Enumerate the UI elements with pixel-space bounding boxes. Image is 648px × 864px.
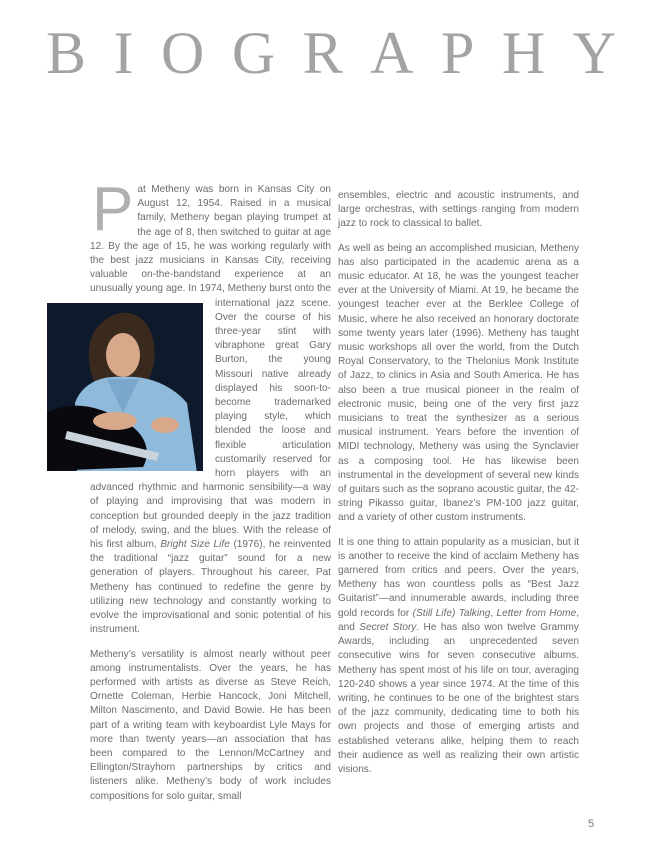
paragraph-text: . He has also won twelve Grammy Awards, including an unprecedented seven consecutive wins for seven consecutive albums. Metheny has spent most of his life on tour, averaging 120-240 shows a year since 1974. At the time of this writing, he continues to be one of the brightest stars of the jazz community, dedicating time to both his own projects and those of emerging artists and established veterans alike, helping them to reach their audience as well as realizing their own artistic visions. xyxy=(338,621,579,775)
page-title: BIOGRAPHY xyxy=(46,20,644,86)
separator: , xyxy=(490,607,497,619)
paragraph: ensembles, electric and acoustic instruments, and large orchestras, with settings ranging from modern jazz to rock to classical to ballet. xyxy=(338,190,579,230)
paragraph xyxy=(90,175,332,638)
paragraph: Metheny’s versatility is almost nearly without peer among instrumentalists. Over the years, he has performed with artists as diverse as Steve Reich, Ornette Coleman, Herbie Hancock, Joni Mitchell, Milton Nascimento, and David Bowie. He has been part of a writing team with keyboardist Lyle Mays for more than twenty years—an association that has been compared to the Lennon/McCartney and Ellington/Strayhorn partnerships by critics and listeners alike. Metheny’s body of work includes compositions for solo guitar, small xyxy=(90,648,331,802)
separator: , and xyxy=(338,607,579,633)
album-title: (Still Life) Talking xyxy=(412,607,491,619)
paragraph: As well as being an accomplished musician, Metheny has also participated in the academic arena as a music educator. At 18, he was the youngest teacher ever at the University of Miami. At 19, he became the youngest teacher ever at the Berklee College of Music, where he also received an honorary doctorate some twenty years later (1996). Metheny has taught music workshops all over the world, from the Dutch Royal Conservatory, to the Thelonius Monk Institute of Jazz, to clinics in Asia and South America. He has also been a true musical pioneer in the realm of electronic music, being one of the very first jazz musicians to treat the synthesizer as a serious musical instrument. Years before the invention of MIDI technology, Metheny was using the Synclavier as a composing tool. He has likewise been instrumental in the development of several new kinds of guitars such as the soprano acoustic guitar, the 42-string Pikasso guitar, Ibanez’s PM-100 jazz guitar, and a variety of other custom instruments. xyxy=(338,242,579,524)
portrait-photo xyxy=(47,303,203,471)
page-number: 5 xyxy=(588,818,595,830)
album-title: Secret Story xyxy=(359,621,417,633)
drop-cap: P xyxy=(92,175,134,244)
paragraph-text: (1976), he reinvented the traditional “jazz guitar” sound for a new generation of players. Throughout his career, Pat Metheny has continued to redefine the genre by utilizing new technology and constantly working to evolve the improvisational and sonic potential of his instrument. xyxy=(90,539,332,636)
right-column xyxy=(338,189,579,787)
album-title: Letter from Home xyxy=(496,607,577,619)
paragraph-text: It is one thing to attain popularity as a musician, but it is another to receive the kind of acclaim Metheny has garnered from critics and peers. Over the years, Metheny has won countless polls as “Best Jazz Guitarist”—and innumerable awards, including three gold records for xyxy=(338,536,579,619)
paragraph-text: at Metheny was born in Kansas City on August 12, 1954. Raised in a musical family, Metheny began playing trumpet at the age of 8, then switched to guitar at age 12. By the age of 15, he was working regularly with the best jazz musicians in Kansas City, receiving valuable on-the-bandstand experience at an unusually young age. In 1974, Metheny burst onto the international jazz scene. Over the course of his three-year stint with vibraphone great Gary Burton, the young Missouri native already displayed his soon-to-become trademarked playing style, which blended the loose and flexible articulation customarily reserved for horn players with an advanced rhythmic and harmonic sensibility—a way of playing and improvising that was modern in conception but grounded deeply in the jazz tradition of melody, swing, and the blues. With the release of his first album, xyxy=(90,184,331,551)
left-column xyxy=(90,175,332,814)
paragraph xyxy=(338,536,579,777)
album-title: Bright Size Life xyxy=(160,539,230,551)
